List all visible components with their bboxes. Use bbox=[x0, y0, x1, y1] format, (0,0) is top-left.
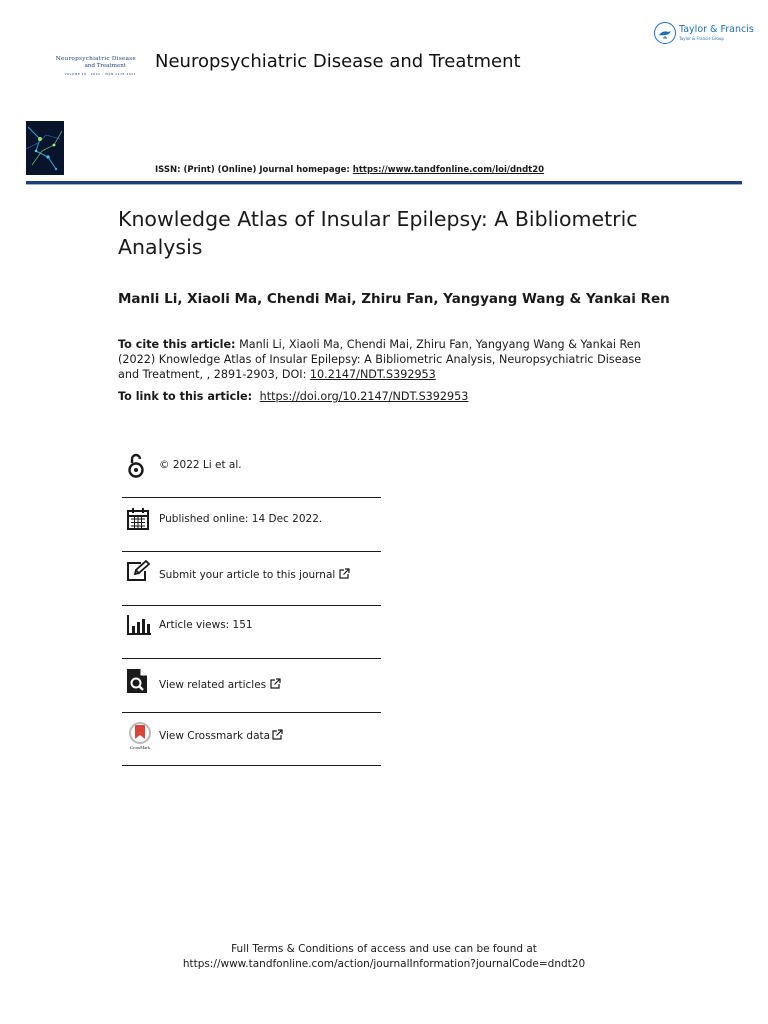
info-row-crossmark[interactable] bbox=[122, 713, 381, 766]
journal-mini-line3: VOLUME 18 · 2022 · ISSN 1178-2021 bbox=[64, 72, 136, 76]
crossmark-link[interactable] bbox=[159, 729, 283, 742]
link-label: To link to this article: bbox=[118, 390, 253, 403]
journal-homepage-link[interactable]: https://www.tandfonline.com/loi/dndt20 bbox=[352, 165, 545, 175]
article-title: Knowledge Atlas of Insular Epilepsy: A Bibliometric Analysis bbox=[118, 207, 638, 259]
bar-chart-icon bbox=[126, 614, 152, 636]
footer-terms-url[interactable]: https://www.tandfonline.com/action/journalInformation?journalCode=dndt20 bbox=[182, 958, 586, 970]
journal-title: Neuropsychiatric Disease and Treatment bbox=[155, 51, 521, 72]
article-doi-url[interactable]: https://doi.org/10.2147/NDT.S392953 bbox=[259, 390, 469, 403]
submit-article-link[interactable] bbox=[159, 568, 350, 581]
cite-text: Manli Li, Xiaoli Ma, Chendi Mai, Zhiru Fan, Yangyang Wang & Yankai Ren (2022) Knowledge Atlas of Insular Epilepsy: A Bibliometric Analysis, Neuropsychiatric Disease and Treatment, , 2891-2903, DOI: bbox=[118, 338, 642, 381]
crossmark-label: View Crossmark data bbox=[159, 730, 271, 742]
published-date: Published online: 14 Dec 2022. bbox=[159, 513, 323, 525]
crossmark-logo-text: CrossMark bbox=[130, 745, 150, 750]
citation-block bbox=[118, 337, 648, 382]
info-row-views bbox=[122, 606, 381, 659]
info-row-related[interactable] bbox=[122, 659, 381, 713]
info-row-published bbox=[122, 498, 381, 552]
calendar-icon bbox=[126, 507, 150, 531]
external-link-icon bbox=[272, 729, 283, 740]
journal-mini-line2: and Treatment bbox=[84, 63, 126, 69]
article-link-line bbox=[118, 390, 468, 403]
related-articles-label: View related articles bbox=[159, 679, 267, 691]
lamp-icon bbox=[658, 27, 672, 39]
related-articles-icon bbox=[126, 668, 148, 694]
article-authors: Manli Li, Xiaoli Ma, Chendi Mai, Zhiru Fan, Yangyang Wang & Yankai Ren bbox=[118, 291, 670, 307]
journal-mini-line1: Neuropsychiatric Disease bbox=[55, 56, 136, 62]
doi-link[interactable]: 10.2147/NDT.S392953 bbox=[309, 368, 436, 381]
publisher-name: Taylor & Francis bbox=[679, 24, 754, 35]
terms-footer bbox=[0, 942, 768, 972]
issn-line bbox=[155, 165, 544, 175]
publisher-logo[interactable] bbox=[654, 22, 754, 48]
article-views: Article views: 151 bbox=[159, 619, 253, 631]
external-link-icon bbox=[270, 678, 281, 689]
info-row-submit[interactable] bbox=[122, 552, 381, 606]
footer-line1: Full Terms & Conditions of access and use can be found at bbox=[231, 943, 537, 955]
publisher-group: Taylor & Francis Group bbox=[679, 36, 724, 41]
journal-mini-logo bbox=[40, 56, 136, 76]
copyright-text: © 2022 Li et al. bbox=[159, 459, 242, 471]
journal-cover-image[interactable] bbox=[26, 121, 64, 175]
external-link-icon bbox=[339, 568, 350, 579]
crossmark-icon bbox=[126, 722, 154, 750]
cite-label: To cite this article: bbox=[118, 338, 236, 351]
article-info-list bbox=[122, 440, 381, 766]
edit-icon bbox=[126, 560, 152, 582]
submit-article-label: Submit your article to this journal bbox=[159, 569, 336, 581]
header-divider-thin bbox=[26, 184, 742, 185]
open-access-icon bbox=[126, 452, 146, 480]
publisher-logo-mark bbox=[654, 22, 676, 44]
info-row-copyright bbox=[122, 440, 381, 498]
issn-label: ISSN: (Print) (Online) Journal homepage: bbox=[155, 165, 350, 175]
related-articles-link[interactable] bbox=[159, 678, 281, 691]
